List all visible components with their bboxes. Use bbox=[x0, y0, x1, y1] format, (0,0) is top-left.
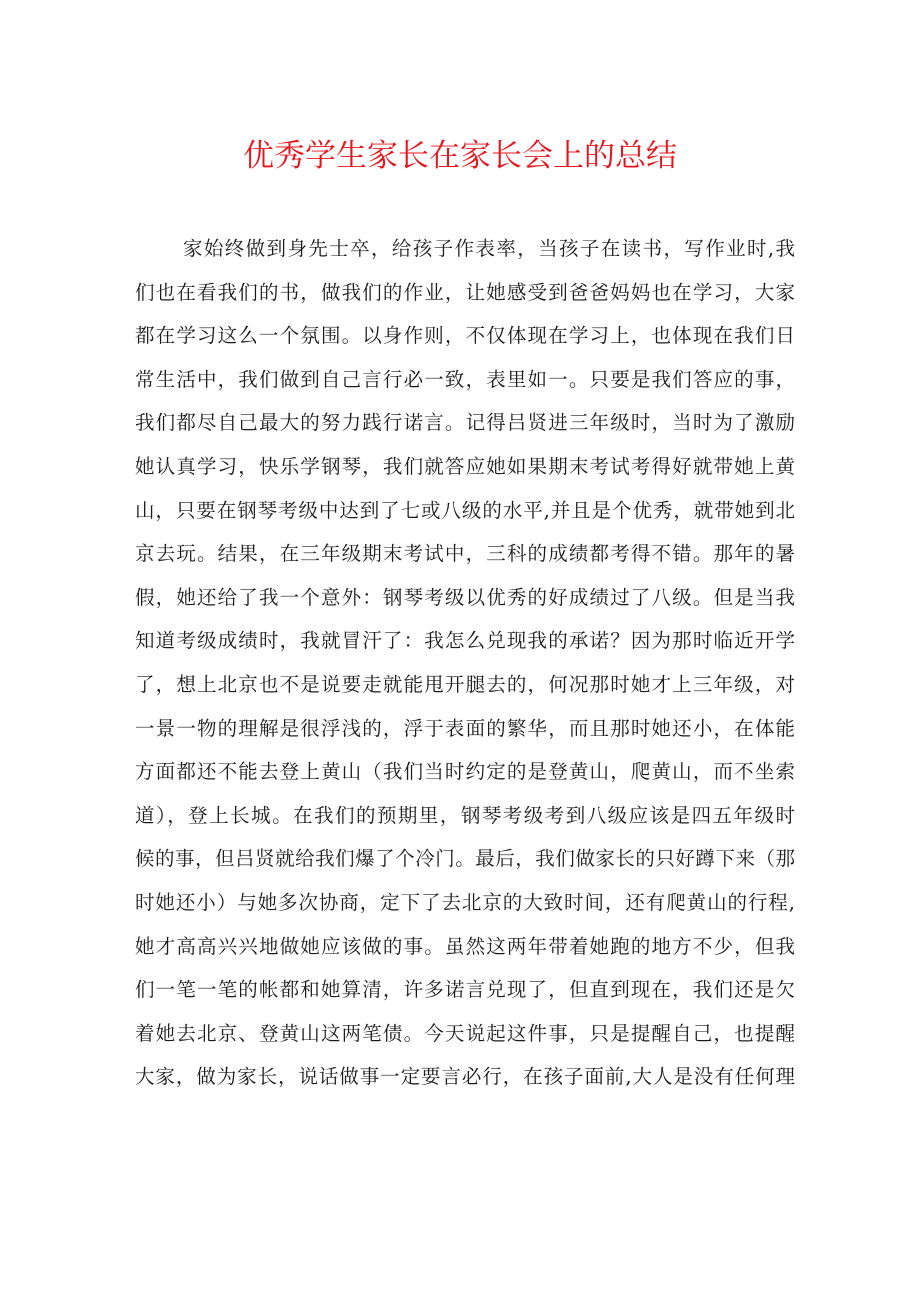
text-line: 们也在看我们的书，做我们的作业，让她感受到爸爸妈妈也在学习，大家 bbox=[135, 280, 795, 304]
document-title: 优秀学生家长在家长会上的总结 bbox=[243, 138, 677, 174]
text-line: 大家，做为家长，说话做事一定要言必行，在孩子面前,大人是没有任何理 bbox=[135, 1065, 795, 1089]
text-line: 着她去北京、登黄山这两笔债。今天说起这件事，只是提醒自己，也提醒 bbox=[135, 1021, 795, 1045]
body-paragraph bbox=[135, 227, 795, 1099]
text-line: 都在学习这么一个氛围。以身作则，不仅体现在学习上，也体现在我们日 bbox=[135, 324, 795, 348]
text-line: 方面都还不能去登上黄山（我们当时约定的是登黄山，爬黄山，而不坐索 bbox=[135, 760, 795, 784]
text-line: 了，想上北京也不是说要走就能甩开腿去的，何况那时她才上三年级，对 bbox=[135, 672, 795, 696]
text-line: 道），登上长城。在我们的预期里，钢琴考级考到八级应该是四五年级时 bbox=[135, 803, 795, 827]
text-line: 她认真学习，快乐学钢琴，我们就答应她如果期末考试考得好就带她上黄 bbox=[135, 454, 795, 478]
text-line: 假，她还给了我一个意外：钢琴考级以优秀的好成绩过了八级。但是当我 bbox=[135, 585, 795, 609]
text-line: 京去玩。结果，在三年级期末考试中，三科的成绩都考得不错。那年的暑 bbox=[135, 542, 795, 566]
text-line: 们一笔一笔的帐都和她算清，许多诺言兑现了，但直到现在，我们还是欠 bbox=[135, 978, 795, 1002]
text-line: 家始终做到身先士卒，给孩子作表率，当孩子在读书，写作业时,我 bbox=[183, 237, 795, 260]
text-line: 常生活中，我们做到自己言行必一致，表里如一。只要是我们答应的事， bbox=[135, 367, 795, 391]
text-line: 候的事，但吕贤就给我们爆了个冷门。最后，我们做家长的只好蹲下来（那 bbox=[135, 847, 795, 871]
text-line: 山，只要在钢琴考级中达到了七或八级的水平,并且是个优秀，就带她到北 bbox=[135, 498, 795, 522]
text-line: 她才高高兴兴地做她应该做的事。虽然这两年带着她跑的地方不少，但我 bbox=[135, 934, 795, 958]
text-line: 知道考级成绩时，我就冒汗了：我怎么兑现我的承诺？因为那时临近开学 bbox=[135, 629, 795, 653]
text-line: 我们都尽自己最大的努力践行诺言。记得吕贤进三年级时，当时为了激励 bbox=[135, 411, 795, 435]
text-line: 一景一物的理解是很浮浅的，浮于表面的繁华，而且那时她还小，在体能 bbox=[135, 716, 795, 740]
text-line: 时她还小）与她多次协商，定下了去北京的大致时间，还有爬黄山的行程, bbox=[135, 890, 795, 914]
